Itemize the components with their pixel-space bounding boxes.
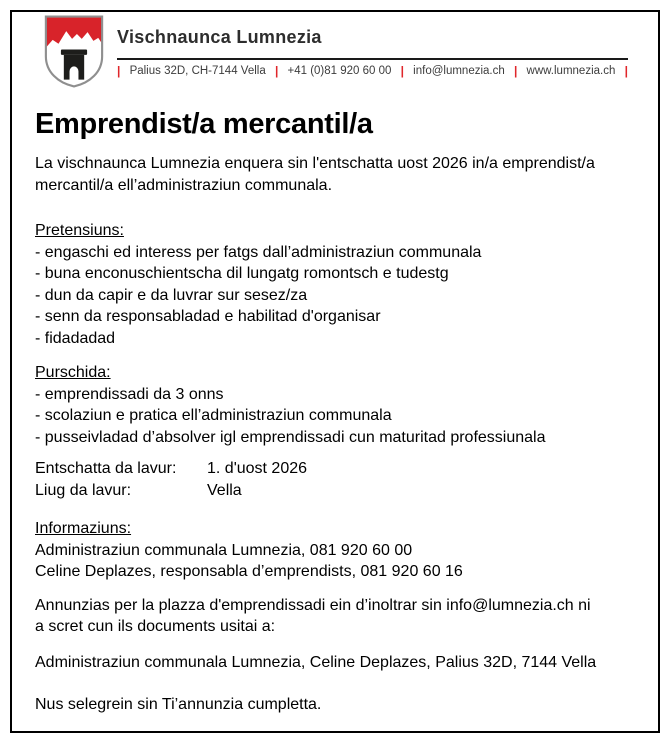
section-heading: Purschida: xyxy=(35,364,111,381)
separator-bar: | xyxy=(624,64,628,78)
section-pretensiuns xyxy=(35,220,635,349)
section-heading: Informaziuns: xyxy=(35,520,132,537)
lumnezia-coat-of-arms-icon xyxy=(42,13,106,90)
page-title: Emprendist/a mercantil/a xyxy=(35,108,373,140)
list-item: - engaschi ed interess per fatgs dall’administraziun communala xyxy=(35,243,482,261)
separator-bar: | xyxy=(117,64,121,78)
intro-line: La vischnaunca Lumnezia enquera sin l'entschatta uost 2026 in/a emprendist/a xyxy=(35,155,595,172)
annunzias-line: Annunzias per la plazza d'emprendissadi ein d’inoltrar sin info@lumnezia.ch ni xyxy=(35,596,591,614)
list-item: - emprendissadi da 3 onns xyxy=(35,385,224,403)
contact-phone: +41 (0)81 920 60 00 xyxy=(287,65,392,77)
section-heading: Pretensiuns: xyxy=(35,222,124,239)
contact-website: www.lumnezia.ch xyxy=(526,65,616,77)
separator-bar: | xyxy=(400,64,404,78)
application-address: Administraziun communala Lumnezia, Celine Deplazes, Palius 32D, 7144 Vella xyxy=(35,653,597,671)
contact-address: Palius 32D, CH-7144 Vella xyxy=(129,65,266,77)
kv-value: Vella xyxy=(207,481,242,499)
list-item: - buna enconuschientscha dil lungatg romontsch e tudestg xyxy=(35,265,449,282)
section-job-details xyxy=(35,458,635,501)
closing-sentence: Nus selegrein sin Ti’annunzia cumpletta. xyxy=(35,696,322,713)
document-body xyxy=(35,153,635,716)
info-line: Celine Deplazes, responsabla d’emprendists, 081 920 60 16 xyxy=(35,563,463,580)
intro-line: mercantil/a ell’administraziun communala. xyxy=(35,176,333,194)
list-item: - dun da capir e da luvrar sur sesez/za xyxy=(35,286,308,304)
info-line: Administraziun communala Lumnezia, 081 920 60 00 xyxy=(35,541,413,559)
org-name: Vischnaunca Lumnezia xyxy=(117,27,322,47)
kv-row xyxy=(35,480,635,502)
section-annunzias xyxy=(35,595,635,638)
kv-label: Liug da lavur: xyxy=(35,481,132,499)
list-item: - scolaziun e pratica ell’administraziun communala xyxy=(35,407,392,424)
contact-line xyxy=(117,64,628,78)
list-item: - fidadadad xyxy=(35,329,116,347)
kv-row xyxy=(35,458,635,480)
separator-bar: | xyxy=(274,64,279,78)
separator-bar: | xyxy=(513,64,518,78)
list-item: - senn da responsabladad e habilitad d'organisar xyxy=(35,308,381,325)
kv-value: 1. d'uost 2026 xyxy=(207,460,308,477)
intro-paragraph xyxy=(35,153,635,196)
kv-label: Entschatta da lavur: xyxy=(35,460,177,477)
contact-email: info@lumnezia.ch xyxy=(413,65,505,77)
section-purschida xyxy=(35,362,635,448)
annunzias-line: a scret cun ils documents usitai a: xyxy=(35,618,276,635)
list-item: - pusseivladad d’absolver igl emprendissadi cun maturitad professiunala xyxy=(35,428,546,446)
header-rule xyxy=(117,58,628,60)
section-informaziuns xyxy=(35,518,635,583)
